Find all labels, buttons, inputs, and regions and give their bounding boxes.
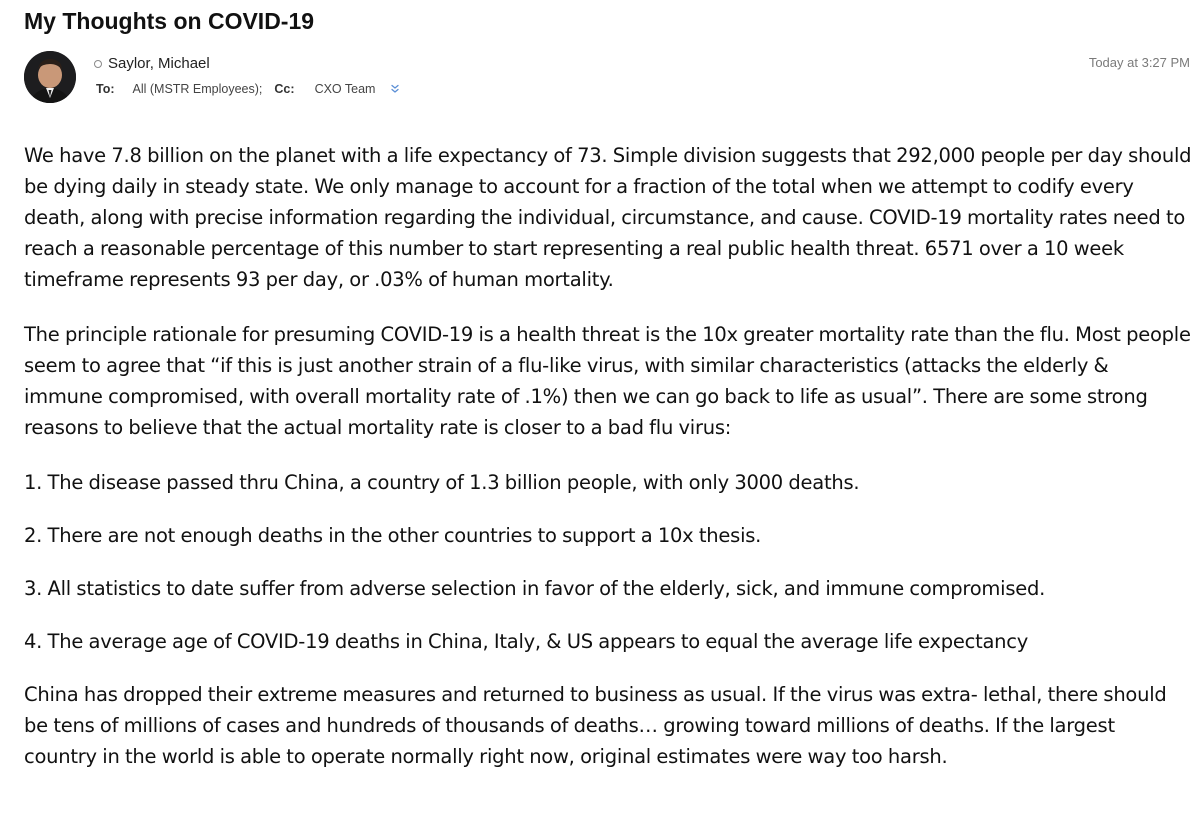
body-paragraph-2: The principle rationale for presuming COVID-19 is a health threat is the 10x greater mortality rate than the flu. Most people seem to agree that “if this is just another strain of a flu-like virus, with similar characteristics (attacks the elderly & immune compromised, with overall mortality rate of .1%) then we can go back to life as usual”. There are some strong reasons to believe that the actual mortality rate is closer to a bad flu virus: xyxy=(24,323,1191,439)
list-item-3: 3. All statistics to date suffer from adverse selection in favor of the elderly, sick, and immune compromised. xyxy=(24,577,1046,600)
body-paragraph-closing: China has dropped their extreme measures and returned to business as usual. If the virus was extra- lethal, there should be tens of millions of cases and hundreds of thousands of deaths… growing toward millions of deaths. If the largest country in the world is able to operate normally right now, original estimates were way too harsh. xyxy=(24,683,1167,768)
cc-label: Cc: xyxy=(274,82,295,96)
sender-row xyxy=(94,55,210,72)
email-timestamp: Today at 3:27 PM xyxy=(1088,55,1190,70)
chevron-double-down-icon[interactable] xyxy=(389,83,401,95)
list-item-2: 2. There are not enough deaths in the other countries to support a 10x thesis. xyxy=(24,524,762,547)
sender-avatar[interactable] xyxy=(24,51,76,103)
list-item-1: 1. The disease passed thru China, a country of 1.3 billion people, with only 3000 deaths. xyxy=(24,471,860,494)
presence-dot-icon xyxy=(94,60,102,68)
email-subject: My Thoughts on COVID-19 xyxy=(24,8,315,34)
email-body xyxy=(24,140,1192,796)
cc-recipients[interactable]: CXO Team xyxy=(314,82,376,96)
to-label: To: xyxy=(96,82,115,96)
avatar-photo xyxy=(24,51,76,103)
to-recipients[interactable]: All (MSTR Employees); xyxy=(132,82,263,96)
recipient-row xyxy=(96,82,401,96)
sender-name[interactable]: Saylor, Michael xyxy=(108,55,210,72)
list-item-4: 4. The average age of COVID-19 deaths in China, Italy, & US appears to equal the average life expectancy xyxy=(24,630,1029,653)
body-paragraph-1: We have 7.8 billion on the planet with a life expectancy of 73. Simple division suggests that 292,000 people per day should be dying daily in steady state. We only manage to account for a fraction of the total when we attempt to codify every death, along with precise information regarding the individual, circumstance, and cause. COVID-19 mortality rates need to reach a reasonable percentage of this number to start representing a real public health threat. 6571 over a 10 week timeframe represents 93 per day, or .03% of human mortality. xyxy=(24,144,1192,291)
